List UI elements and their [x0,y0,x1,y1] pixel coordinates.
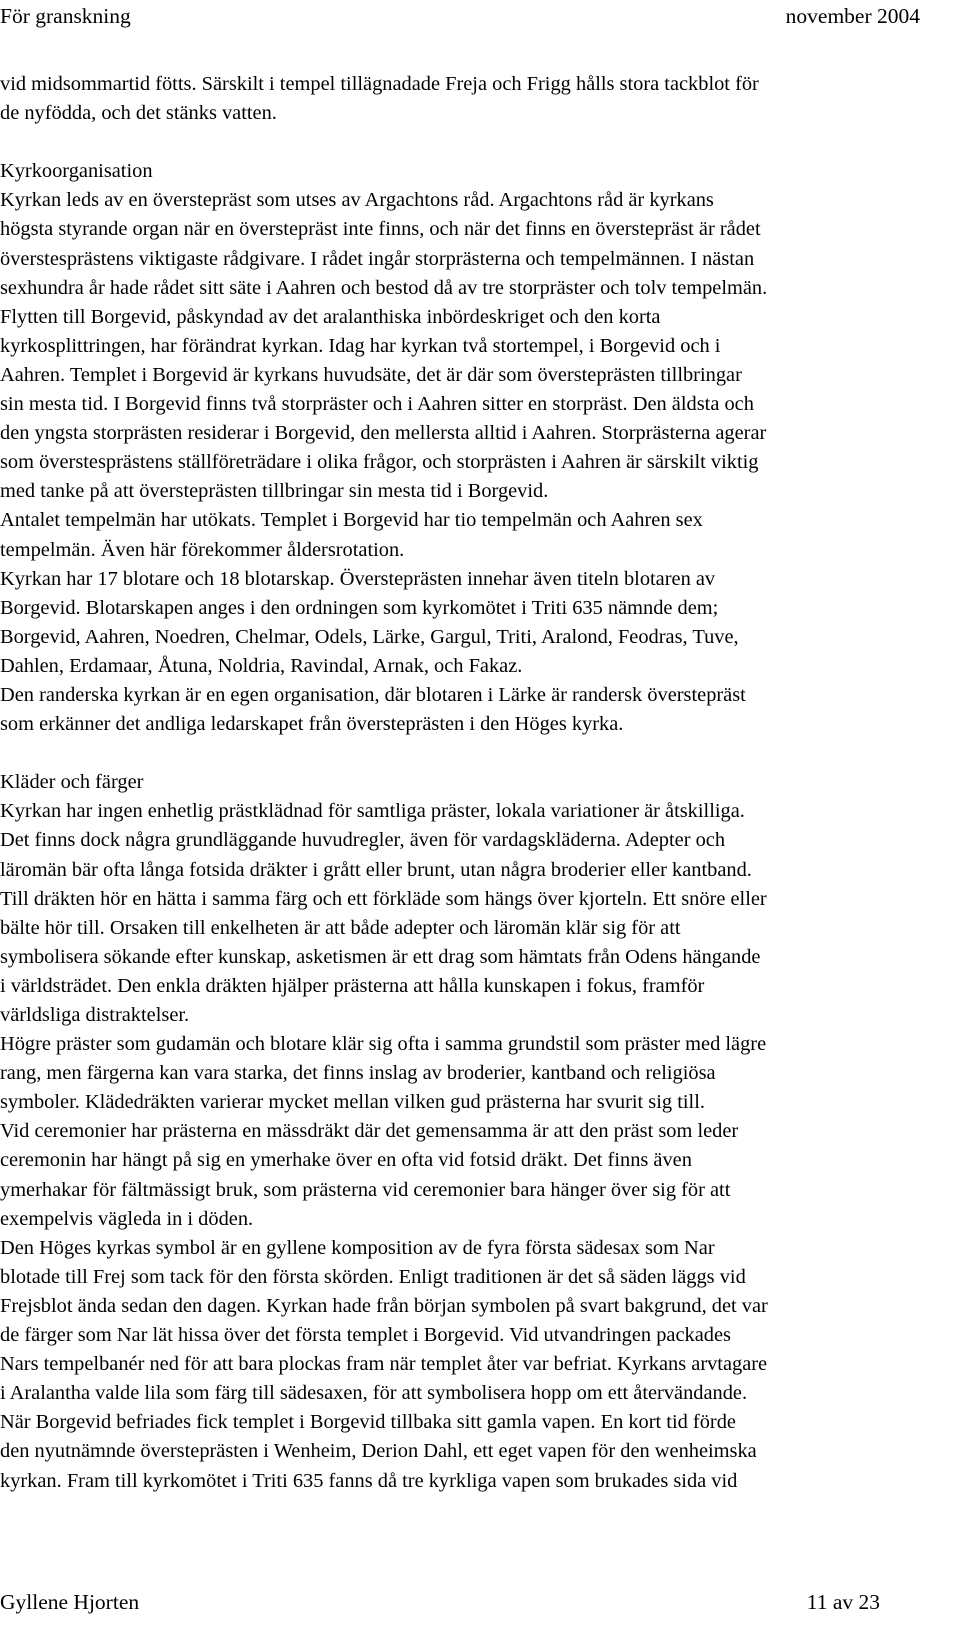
text-line: i Aralantha valde lila som färg till sädesaxen, för att symbolisera hopp om ett återvändande. [0,1382,748,1405]
text-line: de nyfödda, och det stänks vatten. [0,102,277,125]
text-line: Den randerska kyrkan är en egen organisation, där blotaren i Lärke är randersk överstepräst [0,683,746,706]
page-header [0,4,920,34]
text-line: rang, men färgerna kan vara starka, det finns inslag av broderier, kantband och religiösa [0,1062,716,1085]
text-line: Vid ceremonier har prästerna en mässdräkt där det gemensamma är att den präst som leder [0,1120,739,1143]
text-line: Kyrkan leds av en överstepräst som utses av Argachtons råd. Argachtons råd är kyrkans [0,189,714,212]
header-date: november 2004 [785,4,920,28]
text-line: När Borgevid befriades fick templet i Borgevid tillbaka sitt gamla vapen. En kort tid förde [0,1411,736,1434]
text-line: som överstesprästens ställföreträdare i olika frågor, och storprästen i Aahren är särskilt viktig [0,451,759,474]
text-line: Kyrkan har ingen enhetlig prästklädnad för samtliga präster, lokala variationer är åtskilliga. [0,800,745,823]
text-line: ymerhakar för fältmässigt bruk, som prästerna vid ceremonier bara hänger över sig för att [0,1178,731,1201]
text-line: Till dräkten hör en hätta i samma färg och ett förkläde som hängs över kjorteln. Ett snöre eller [0,887,767,910]
text-line: Dahlen, Erdamaar, Åtuna, Noldria, Ravindal, Arnak, och Fakaz. [0,654,523,677]
text-line: vid midsommartid fötts. Särskilt i tempel tillägnadade Freja och Frigg hålls stora tackblot för [0,73,759,95]
text-line: exempelvis vägleda in i döden. [0,1207,254,1230]
text-line: Kyrkan har 17 blotare och 18 blotarskap. Översteprästen innehar även titeln blotaren av [0,567,716,590]
text-line: Borgevid, Aahren, Noedren, Chelmar, Odels, Lärke, Gargul, Triti, Aralond, Feodras, Tuve, [0,625,739,648]
text-line: läromän bär ofta långa fotsida dräkter i grått eller brunt, utan några broderier eller kantband. [0,858,752,881]
text-line: Nars tempelbanér ned för att bara plockas fram när templet åter var befriat. Kyrkans arvtagare [0,1353,768,1376]
text-line: Kyrkoorganisation [0,160,153,183]
text-line: sexhundra år hade rådet sitt säte i Aahren och bestod då av tre storpräster och tolv tempelmän. [0,276,768,299]
text-line: symboler. Klädedräkten varierar mycket mellan vilken gud prästerna har svurit sig till. [0,1091,705,1114]
text-line: symbolisera sökande efter kunskap, asketismen är ett drag som hämtats från Odens hängande [0,945,761,968]
text-line: Kläder och färger [0,771,144,794]
text-line: Flytten till Borgevid, påskyndad av det aralanthiska inbördeskriget och den korta [0,305,661,328]
text-line: världsliga distraktelser. [0,1004,190,1026]
text-line: Högre präster som gudamän och blotare klär sig ofta i samma grundstil som präster med lägre [0,1033,767,1056]
text-line: blotade till Frej som tack för den första skörden. Enligt traditionen är det så säden läggs vid [0,1265,746,1288]
paragraph-gap [0,739,922,768]
text-line: de färger som Nar lät hissa över det första templet i Borgevid. Vid utvandringen packades [0,1324,731,1347]
text-line: överstesprästens viktigaste rådgivare. I rådet ingår storprästerna och tempelmännen. I nästan [0,247,755,270]
text-line: tempelmän. Även här förekommer åldersrotation. [0,538,405,561]
text-line: ceremonin har hängt på sig en ymerhake över en ofta vid fotsid dräkt. Det finns även [0,1149,692,1172]
text-line: i världsträdet. Den enkla dräkten hjälper prästerna att hålla kunskapen i fokus, framför [0,974,705,997]
text-line: Den Höges kyrkas symbol är en gyllene komposition av de fyra första sädesax som Nar [0,1236,715,1259]
text-line: Det finns dock några grundläggande huvudregler, även för vardagskläderna. Adepter och [0,829,726,852]
text-line: med tanke på att översteprästen tillbringar sin mesta tid i Borgevid. [0,480,549,503]
text-line: Aahren. Templet i Borgevid är kyrkans huvudsäte, det är där som översteprästen tillbringar [0,363,742,386]
text-line: kyrkosplittringen, har förändrat kyrkan. Idag har kyrkan två stortempel, i Borgevid och i [0,334,721,357]
text-line: den nyutnämnde översteprästen i Wenheim, Derion Dahl, ett eget vapen för den wenheimska [0,1440,757,1463]
text-line: som erkänner det andliga ledarskapet från översteprästen i den Höges kyrka. [0,713,624,736]
page-number: 11 av 23 [806,1590,880,1614]
document-body [0,70,922,1496]
text-line: högsta styrande organ när en överstepräst inte finns, och när det finns en överstepräst är rådet [0,218,761,241]
text-line: den yngsta storprästen residerar i Borgevid, den mellersta alltid i Aahren. Storprästerna agerar [0,422,767,445]
text-line: Antalet tempelmän har utökats. Templet i Borgevid har tio tempelmän och Aahren sex [0,509,703,532]
footer-title: Gyllene Hjorten [0,1590,140,1614]
paragraph-gap [0,128,922,157]
text-line: sin mesta tid. I Borgevid finns två storpräster och i Aahren sitter en storpräst. Den äldsta och [0,393,754,416]
text-line: bälte hör till. Orsaken till enkelheten är att både adepter och läromän klär sig för att [0,916,681,939]
header-status: För granskning [0,4,131,28]
text-line: Frejsblot ända sedan den dagen. Kyrkan hade från början symbolen på svart bakgrund, det var [0,1294,768,1317]
page-footer [0,1590,880,1620]
text-line: kyrkan. Fram till kyrkomötet i Triti 635 fanns då tre kyrkliga vapen som brukades sida vid [0,1469,738,1492]
text-line: Borgevid. Blotarskapen anges i den ordningen som kyrkomötet i Triti 635 nämnde dem; [0,596,719,619]
